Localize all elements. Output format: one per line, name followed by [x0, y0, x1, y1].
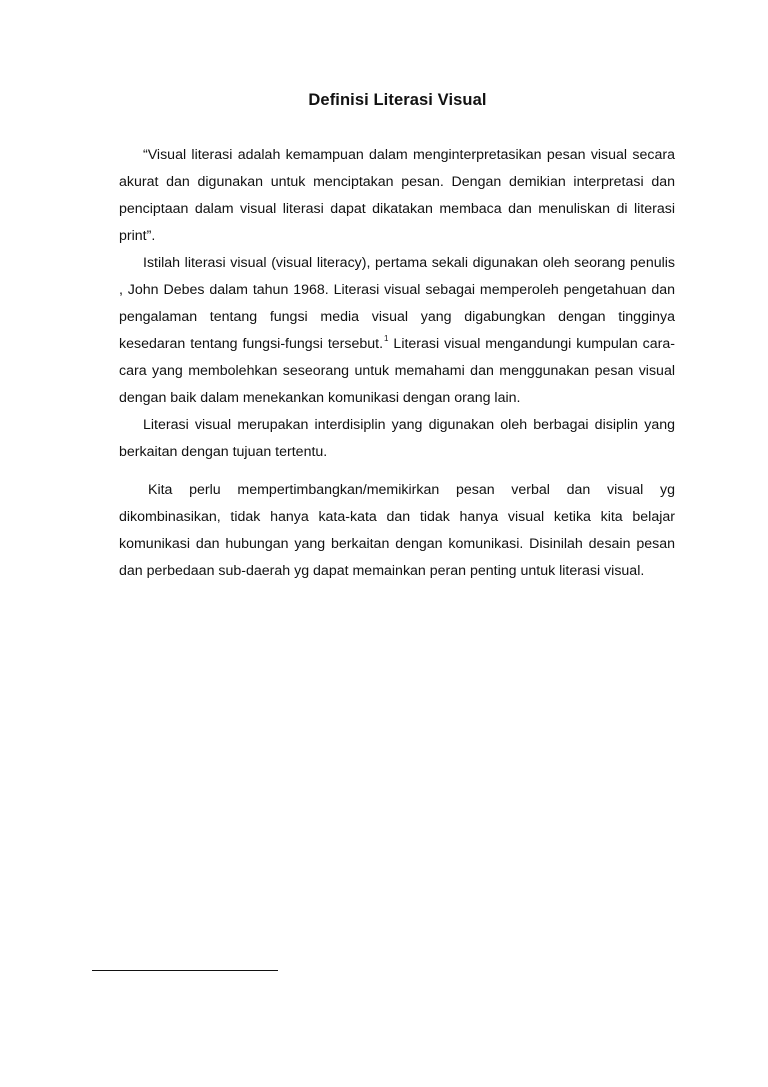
paragraph-history-continuation: Literasi visual mengandungi kumpulan cara-cara yang membolehkan seseorang untuk memahami dan menggunakan pesan visual dengan baik dalam menekankan komunikasi dengan orang lain.: [119, 336, 676, 406]
paragraph-history: [119, 250, 675, 412]
footnote-divider: [92, 970, 278, 971]
paragraph-history-text: Istilah literasi visual (visual literacy), pertama sekali digunakan oleh seorang penulis , John Debes dalam tahun 1968. Literasi visual sebagai memperoleh pengetahuan dan pengalaman tentang fungsi media visual yang digabungkan dengan tingginya kesedaran tentang fungsi-fungsi tersebut.: [119, 255, 675, 352]
paragraph-interdisciplinary: Literasi visual merupakan interdisiplin yang digunakan oleh berbagai disiplin yang berkaitan dengan tujuan tertentu.: [119, 417, 675, 460]
paragraph-definition: “Visual literasi adalah kemampuan dalam menginterpretasikan pesan visual secara akurat dan digunakan untuk menciptakan pesan. Dengan demikian interpretasi dan penciptaan dalam visual literasi dapat dikatakan membaca dan menuliskan di literasi print”.: [119, 147, 675, 244]
paragraph-verbal-visual: Kita perlu mempertimbangkan/memikirkan pesan verbal dan visual yg dikombinasikan, tidak hanya kata-kata dan tidak hanya visual ketika kita belajar komunikasi dan hubungan yang berkaitan dengan komunikasi. Disinilah desain pesan dan perbedaan sub-daerah yg dapat memainkan peran penting untuk literasi visual.: [119, 482, 675, 579]
footnote-marker: 1: [384, 334, 389, 343]
body-text: [119, 142, 675, 585]
page-title: Definisi Literasi Visual: [308, 91, 487, 109]
